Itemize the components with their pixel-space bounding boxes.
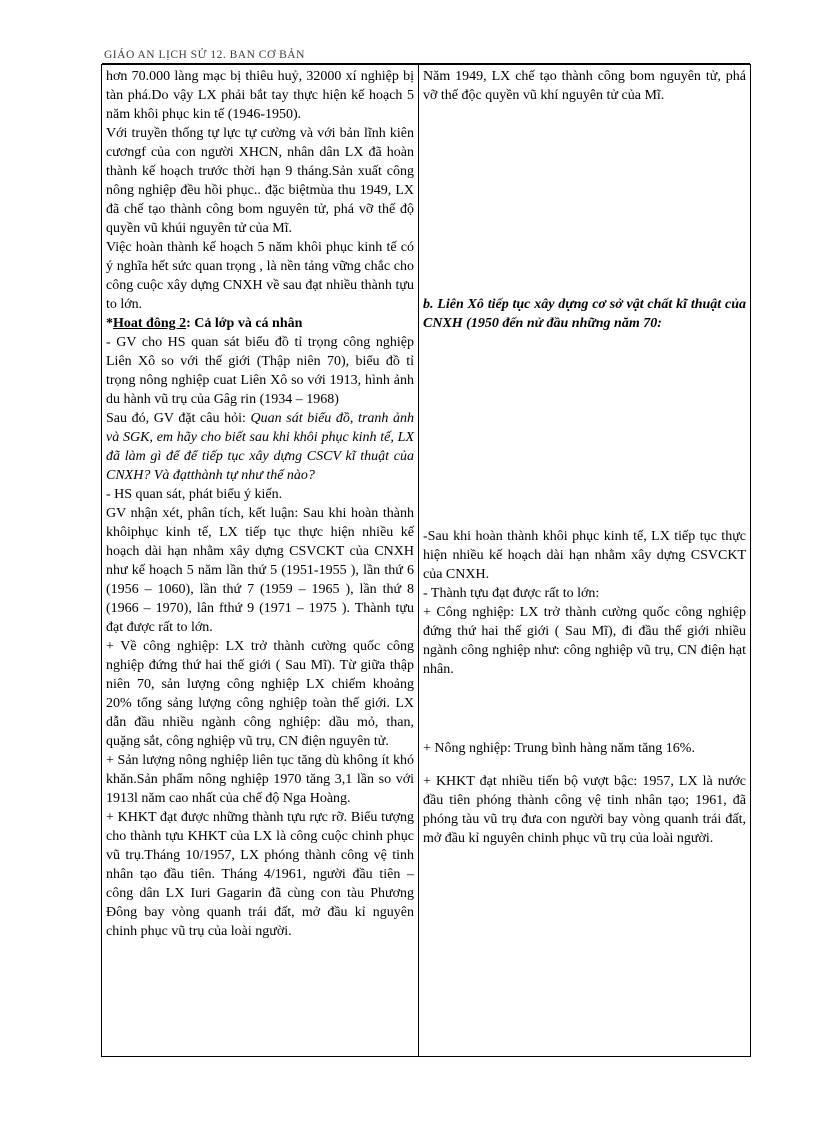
activity-heading: [106, 314, 414, 333]
paragraph-science-tech: + KHKT đạt được những thành tựu rực rỡ. Biểu tượng cho thành tựu KHKT của LX là công cuộc chinh phục vũ trụ.Tháng 10/1957, LX phóng thành công vệ tinh nhân tạo đầu tiên. Tháng 4/1961, người đầu tiên – công dân LX Iuri Gagarin đã cùng con tàu Phương Đông bay vòng quanh trái đất, mở đầu kỉ nguyên chinh phục vũ trụ của loài người.: [106, 810, 414, 939]
question-intro: Sau đó, GV đặt câu hỏi:: [106, 411, 251, 426]
paragraph-teacher-conclusion: GV nhận xét, phân tích, kết luận: Sau khi hoàn thành khôiphục kinh tế, LX tiếp tục thực hiện nhiều kế hoạch dài hạn nhằm xây dựng CSVCKT của CNXH như kế hoạch 5 năm lần thứ 5 (1951-1955 ), lần thứ 6 (1956 – 1060), lần thứ 7 (1959 – 1965 ), lần thứ 8 (1966 – 1970), lân fthứ 9 (1971 – 1975 ). Thành tựu đạt được rất to lớn.: [106, 506, 414, 635]
note-achievements: - Thành tựu đạt được rất to lớn:: [423, 586, 600, 601]
paragraph-teacher-question: [106, 409, 414, 485]
note-industry: + Công nghiệp: LX trở thành cường quốc công nghiệp đứng thứ hai thế giới ( Sau Mĩ), đi đầu thế giới nhiều ngành công nghiệp như: công nghiệp vũ trụ, CN điện hạt nhân.: [423, 605, 746, 677]
spacer: [423, 679, 746, 739]
activity-label: Hoat đông 2: [113, 316, 187, 331]
paragraph-plan-significance: Việc hoàn thành kế hoạch 5 năm khôi phục kinh tế có ý nghĩa hết sức quan trọng , là nền tảng vững chắc cho công cuộc xây dựng CNXH về sau đạt nhiều thành tựu to lớn.: [106, 240, 414, 312]
paragraph-recovery-plan: Với truyền thống tự lực tự cường và với bản lĩnh kiên cươngf của con người XHCN, nhân dân LX đã hoàn thành kế hoạch trước thời hạn 9 tháng.Sản xuất công nông nghiệp đều hồi phục.. đặc biệtmùa thu 1949, LX đã chế tạo thành công bom nguyên tử, phá vỡ thế độ quyền vũ khúi nguyên tử của Mĩ.: [106, 126, 414, 236]
knowledge-column: [419, 65, 751, 1057]
spacer: [423, 105, 746, 295]
section-heading-b: b. Liên Xô tiếp tục xây dựng cơ sở vật chất kĩ thuật của CNXH (1950 đến nử đầu những năm 70:: [423, 297, 746, 331]
teacher-activity-column: [102, 65, 419, 1057]
activity-mode: : Cả lớp và cá nhân: [186, 316, 303, 331]
paragraph-economy-damage: hơn 70.000 làng mạc bị thiêu huỷ, 32000 xí nghiệp bị tàn phá.Do vậy LX phải bắt tay thực hiện kế hoạch 5 năm khôi phục kin tế (1946-1950).: [106, 69, 414, 122]
page-header: GIÁO AN LỊCH SỬ 12. BAN CƠ BẢN: [104, 49, 305, 61]
lesson-table: [101, 64, 751, 1057]
paragraph-student-response: - HS quan sát, phát biểu ý kiến.: [106, 487, 283, 502]
note-agriculture: + Nông nghiệp: Trung bình hàng năm tăng 16%.: [423, 741, 695, 756]
paragraph-industry: + Về công nghiệp: LX trở thành cường quốc công nghiệp đứng thứ hai thế giới ( Sau Mĩ). Từ giữa thập niên 70, sản lượng công nghiệp LX chiếm khoảng 20% tổng sảng lượng công nghiệp toàn thế giới. LX dẫn đầu nhiều ngành công nghiệp: dầu mỏ, than, quặng sắt, công nghiệp vũ trụ, CN điện nguyên tử.: [106, 639, 414, 749]
activity-star: *: [106, 316, 113, 331]
note-long-term-plans: -Sau khi hoàn thành khôi phục kinh tế, LX tiếp tục thực hiện nhiều kế hoạch dài hạn nhằm xây dựng CSVCKT của CNXH.: [423, 529, 746, 582]
spacer: [423, 758, 746, 772]
paragraph-observe-charts: - GV cho HS quan sát biểu đồ tỉ trọng công nghiệp Liên Xô so với thế giới (Thập niên 70), biểu đồ tỉ trọng nông nghiệp cuat Liên Xô so với 1913, hình ảnh du hành vũ trụ của Gâg rin (1934 – 1968): [106, 335, 414, 407]
note-science-tech: + KHKT đạt nhiều tiến bộ vượt bậc: 1957, LX là nước đầu tiên phóng thành công vệ tinh nhân tạo; 1961, đã phóng tàu vũ trụ đưa con người bay vòng quanh trái đất, mở đầu kỉ nguyên chinh phục vũ trụ của loài người.: [423, 774, 746, 846]
question-text: Quan sát biểu đồ, tranh ảnh và SGK, em hãy cho biết sau khi khôi phục kinh tế, LX đã làm gì để để tiếp tục xây dựng CSCV kĩ thuật của CNXH? Và đạtthành tự như thế nào?: [106, 411, 415, 483]
spacer: [423, 333, 746, 527]
paragraph-agriculture: + Sản lượng nông nghiệp liên tục tăng dù không ít khó khăn.Sản phẩm nông nghiệp 1970 tăng 3,1 lần so với 1913l năm cao nhất của chế độ Nga Hoàng.: [106, 753, 414, 806]
note-atomic-bomb: Năm 1949, LX chế tạo thành công bom nguyên tử, phá vỡ thế độc quyền vũ khí nguyên tử của Mĩ.: [423, 69, 746, 103]
